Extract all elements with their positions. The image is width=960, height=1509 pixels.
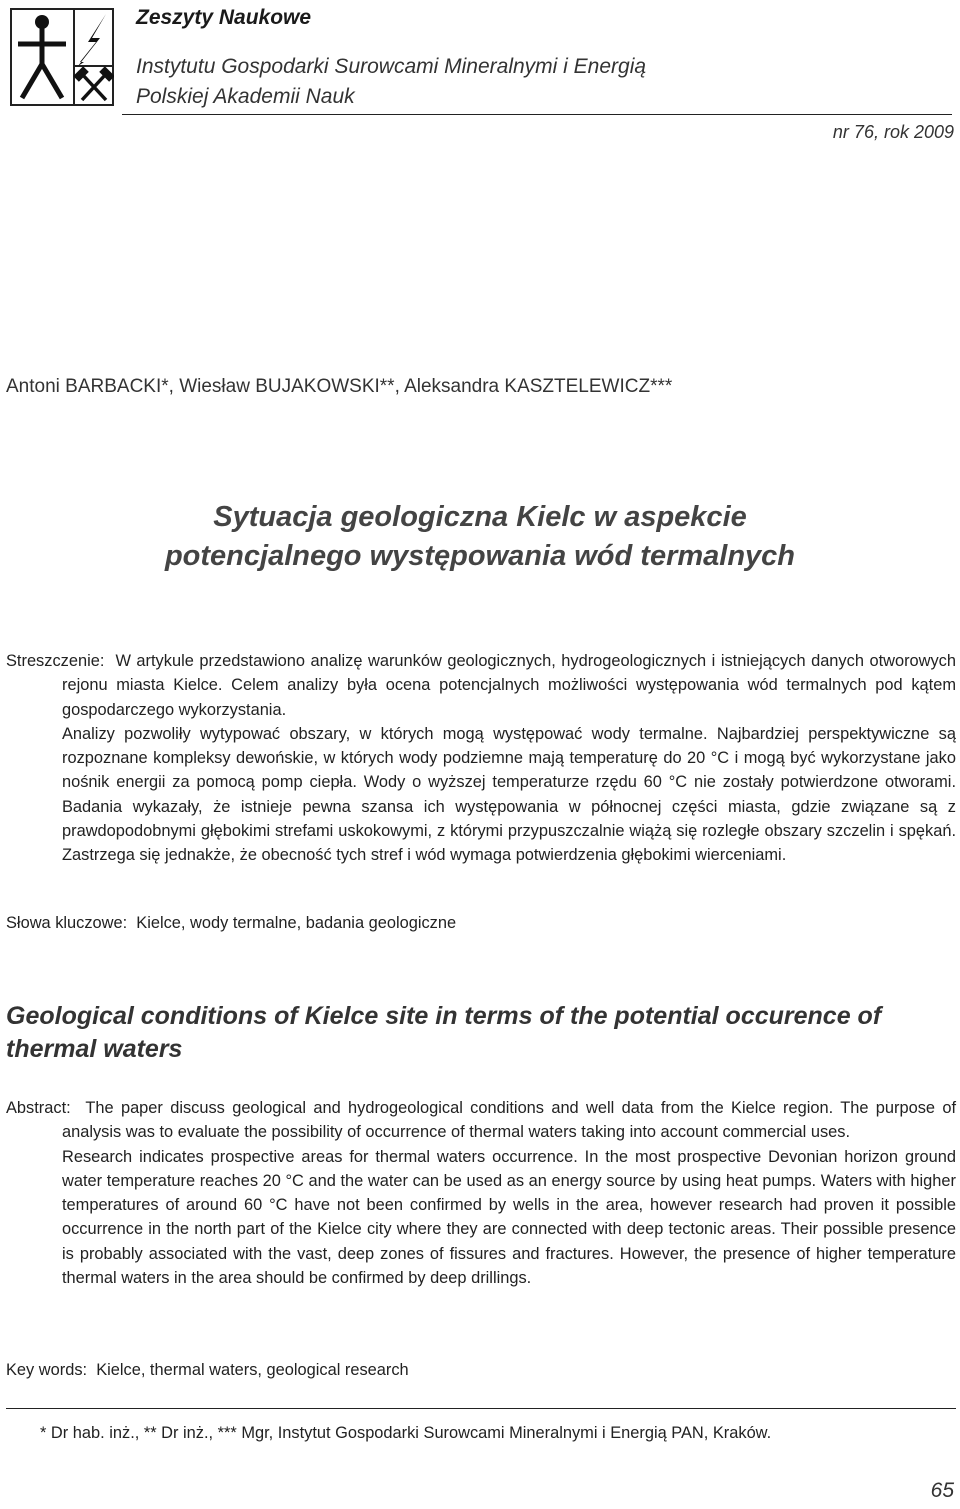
key-words-value: Kielce, thermal waters, geological research [96, 1361, 409, 1379]
abstract-text-1: The paper discuss geological and hydrogeological conditions and well data from the Kielce region. The purpose of analysis was to evaluate the possibility of occurrence of thermal waters taking into account commercial uses. [62, 1099, 957, 1142]
key-words [6, 1361, 409, 1380]
journal-institute [136, 52, 646, 112]
streszczenie-para-1 [6, 649, 956, 722]
abstract-para-1 [6, 1096, 956, 1145]
issue-number: nr 76, rok 2009 [832, 122, 954, 142]
abstract-label: Abstract: [6, 1099, 71, 1117]
human-figure-icon [18, 15, 66, 98]
title-polish-line-2: potencjalnego występowania wód termalnych [164, 540, 796, 572]
slowa-kluczowe [6, 914, 456, 933]
header-divider [122, 114, 952, 115]
title-polish [0, 498, 960, 576]
abstract-en [6, 1096, 956, 1290]
abstract-para-2: Research indicates prospective areas for thermal waters occurrence. In the most prospective Devonian horizon ground water temperature reaches 20 °C and the water can be used as an energy source by using heat pumps. Waters with higher temperatures of around 60 °C have not been confirmed by wells in the area, however research had proven it possible occurrence in the north part of the Kielce city where they are connected with deep tectonic areas. Their possible presence is probably associated with the vast, deep zones of fissures and fractures. However, the presence of higher temperature thermal waters in the area should be confirmed by deep drillings. [62, 1147, 956, 1288]
slowa-kluczowe-value: Kielce, wody termalne, badania geologiczne [136, 914, 457, 932]
key-words-label: Key words: [6, 1361, 88, 1379]
streszczenie-para-2: Analizy pozwoliły wytypować obszary, w których mogą występować wody termalne. Najbardziej perspektywiczne są rozpoznane kompleksy dewońskie, w których wody podziemne mają temperaturę do 20 °C i mogą być wykorzystane jako nośnik energii za pomocą pomp ciepła. Wody o wyższej temperaturze rzędu 60 °C nie zostały potwierdzone otworami. Badania wykazały, że istnieje pewna szansa ich występowania w północnej części miasta, gdzie związane są z prawdopodobnymi głębokimi strefami uskokowymi, z którymi przypuszczalnie wiążą się rozległe obszary szczelin i spękań. Zastrzega się jednakże, że obecność tych stref i wód wymaga potwierdzenia głębokimi wierceniami. [62, 724, 956, 865]
streszczenie [6, 649, 956, 868]
slowa-kluczowe-label: Słowa kluczowe: [6, 914, 128, 932]
journal-title: Zeszyty Naukowe [136, 6, 312, 29]
crossed-hammers-icon [73, 66, 114, 100]
title-english: Geological conditions of Kielce site in terms of the potential occurence of thermal waters [6, 1002, 882, 1063]
footnote-divider [6, 1408, 956, 1409]
institute-line-1: Instytutu Gospodarki Surowcami Mineralnymi i Energią [136, 55, 647, 78]
authors: Antoni BARBACKI*, Wiesław BUJAKOWSKI**, Aleksandra KASZTELEWICZ*** [6, 376, 673, 397]
lightning-bolt-icon [78, 14, 106, 66]
streszczenie-label: Streszczenie: [6, 652, 105, 670]
footnote: * Dr hab. inż., ** Dr inż., *** Mgr, Instytut Gospodarki Surowcami Mineralnymi i Energią PAN, Kraków. [40, 1424, 772, 1442]
page-number: 65 [930, 1479, 954, 1502]
title-polish-line-1: Sytuacja geologiczna Kielc w aspekcie [213, 501, 747, 533]
institute-logo [10, 8, 114, 106]
institute-line-2: Polskiej Akademii Nauk [136, 85, 355, 108]
streszczenie-text-1: W artykule przedstawiono analizę warunków geologicznych, hydrogeologicznych i istniejących danych otworowych rejonu miasta Kielce. Celem analizy była ocena potencjalnych możliwości występowania wód termalnych pod kątem gospodarczego wykorzystania. [62, 652, 956, 719]
